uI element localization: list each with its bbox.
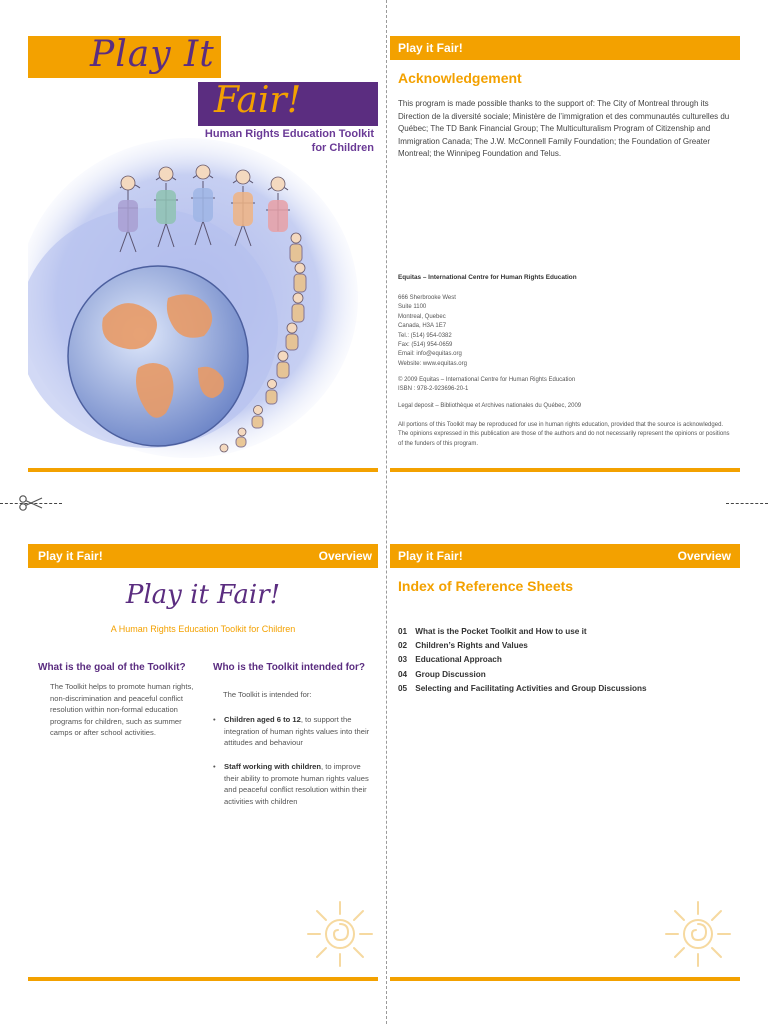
audience-intro: The Toolkit is intended for: <box>223 690 312 699</box>
overview-subtitle: A Human Rights Education Toolkit for Children <box>110 624 296 634</box>
address-block: 666 Sherbrooke West Suite 1100 Montreal, Quebec Canada, H3A 1E7 Tel.: (514) 954-0382 Fax: (514) 954-0659 Email: info@equitas.org Website: www.equitas.org <box>398 295 467 367</box>
cover-bottom-rule <box>28 468 378 472</box>
copyright-block: © 2009 Equitas – International Centre for Human Rights Education ISBN : 978-2-923696-20-1 <box>398 377 576 393</box>
sun-icon <box>302 896 378 972</box>
bullet-symbol: • <box>213 715 216 724</box>
list-item: 05 Selecting and Facilitating Activities and Group Discussions <box>398 683 647 693</box>
header-title: Play it Fair! <box>398 549 463 563</box>
index-header-bar <box>390 544 740 568</box>
acknowledgement-bottom-rule <box>390 468 740 472</box>
cover-illustration <box>28 128 378 464</box>
list-item: 03 Educational Approach <box>398 655 502 665</box>
header-section: Overview <box>677 549 731 563</box>
index-heading: Index of Reference Sheets <box>398 578 574 594</box>
cover-title: Play It <box>90 34 215 75</box>
reference-sheet-list <box>398 625 730 696</box>
acknowledgement-body: This program is made possible thanks to the support of: The City of Montreal through its Direction de la diversité sociale; Ministère de l’immigration et des communautés culturelles du Québec; The TD Bank Financial Group; The Multiculturalism Program of Citizenship and Immigration Canada; The J.W. McConnell Family Foundation; the Foundation of Greater Montreal; the Winnipeg Foundation and Telus. <box>398 99 730 159</box>
list-item: 02 Children’s Rights and Values <box>398 641 528 651</box>
overview-bottom-rule <box>28 977 378 981</box>
overview-title: Play it Fair! <box>125 580 281 610</box>
index-bottom-rule <box>390 977 740 981</box>
overview-header-bar <box>28 544 378 568</box>
sun-icon <box>660 896 736 972</box>
acknowledgement-header-bar <box>390 36 740 60</box>
cover-panel <box>0 0 386 480</box>
goal-text: The Toolkit helps to promote human rights, non-discrimination and peaceful conflict resolution within non-formal education programs for children, such as summer camps or after school activities. <box>50 682 194 738</box>
cover-title-fair: Fair! <box>214 80 302 121</box>
horizontal-cut-line-right <box>726 503 768 504</box>
reproduction-notice: All portions of this Toolkit may be reproduced for use in human rights education, provided that the source is acknowledged. The opinions expressed in this publication are those of the authors and do not necessarily represent the opinions or positions of the funders of this program. <box>398 422 730 447</box>
header-title: Play it Fair! <box>398 41 463 55</box>
organization-name: Equitas – International Centre for Human Rights Education <box>398 274 577 281</box>
goal-heading: What is the goal of the Toolkit? <box>38 662 186 673</box>
cover-subtitle: Human Rights Education Toolkit for Children <box>204 128 374 154</box>
scissors-icon <box>18 493 44 513</box>
list-item: 04 Group Discussion <box>398 669 486 679</box>
header-title: Play it Fair! <box>38 549 103 563</box>
legal-deposit: Legal deposit – Bibliothèque et Archives nationales du Québec, 2009 <box>398 403 582 409</box>
list-item: 01 What is the Pocket Toolkit and How to use it <box>398 627 587 636</box>
bullet-symbol: • <box>213 762 216 771</box>
vertical-cut-line <box>386 0 387 1024</box>
audience-heading: Who is the Toolkit intended for? <box>213 662 366 673</box>
header-section: Overview <box>318 549 372 563</box>
acknowledgement-heading: Acknowledgement <box>398 70 522 86</box>
